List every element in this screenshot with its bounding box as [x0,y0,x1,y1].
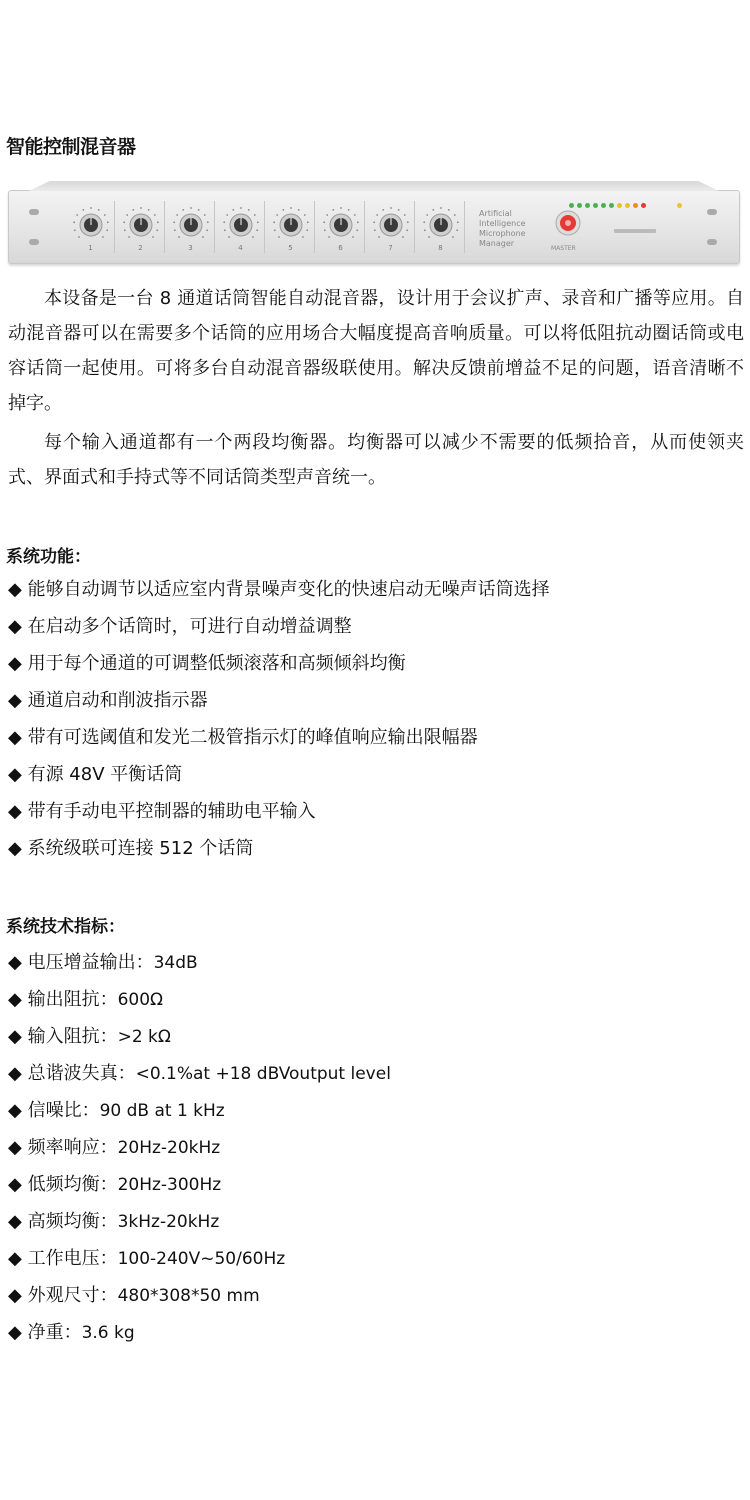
spec-item [8,1097,225,1125]
channel-number: 2 [138,244,143,252]
spec-item [8,1282,260,1310]
channel-strip [417,201,465,253]
channel-number: 4 [238,244,243,252]
spec-value: >2 kΩ [117,1027,171,1047]
device-brand-text [479,209,543,249]
spec-item [8,1208,219,1236]
diamond-icon: ◆ [8,579,22,600]
brand-line: Microphone [479,229,526,238]
led-indicator [617,203,622,208]
diamond-icon: ◆ [8,1026,22,1047]
specs-heading: 系统技术指标： [6,917,125,937]
diamond-icon: ◆ [8,1248,22,1269]
diamond-icon: ◆ [8,1322,22,1343]
diamond-icon: ◆ [8,1211,22,1232]
diamond-icon: ◆ [8,1063,22,1084]
spec-value: 34dB [153,953,198,973]
page-title: 智能控制混音器 [6,136,136,158]
spec-label: 总谐波失真： [27,1063,136,1084]
feature-text: 在启动多个话筒时，可进行自动增益调整 [27,616,352,637]
spec-value: <0.1%at +18 dBVoutput level [135,1064,391,1084]
feature-text: 通道启动和削波指示器 [27,690,208,711]
spec-value: 600Ω [117,990,164,1010]
feature-item [8,613,352,641]
diamond-icon: ◆ [8,764,22,785]
master-knob-icon [554,209,582,237]
spec-label: 输入阻抗： [27,1026,118,1047]
feature-text: 带有手动电平控制器的辅助电平输入 [27,801,316,822]
channel-knob-icon [71,205,111,245]
spec-value: 480*308*50 mm [117,1286,260,1306]
feature-item [8,687,208,715]
device-top-panel [29,181,719,191]
spec-item [8,1319,135,1347]
diamond-icon: ◆ [8,690,22,711]
feature-item [8,761,182,789]
spec-value: 3kHz-20kHz [117,1212,220,1232]
spec-label: 高频均衡： [27,1211,118,1232]
master-label: MASTER [551,245,576,252]
spec-item [8,1171,221,1199]
diamond-icon: ◆ [8,1137,22,1158]
diamond-icon: ◆ [8,989,22,1010]
channel-number: 8 [438,244,443,252]
spec-item [8,1134,220,1162]
spec-item [8,1245,285,1273]
features-heading: 系统功能： [6,547,91,567]
rack-ear-right [693,199,733,255]
spec-label: 信噪比： [27,1100,100,1121]
led-indicator [569,203,574,208]
spec-label: 输出阻抗： [27,989,118,1010]
channel-knob-icon [371,205,411,245]
diamond-icon: ◆ [8,727,22,748]
brand-line: Intelligence [479,219,526,228]
channel-knob-icon [321,205,361,245]
channel-number: 1 [88,244,93,252]
spec-item [8,986,163,1014]
channel-strip [117,201,165,253]
diamond-icon: ◆ [8,653,22,674]
spec-label: 工作电压： [27,1248,118,1269]
channel-knob-icon [271,205,311,245]
led-indicator [593,203,598,208]
spec-label: 频率响应： [27,1137,118,1158]
diamond-icon: ◆ [8,838,22,859]
intro-paragraph-2: 每个输入通道都有一个两段均衡器。均衡器可以减少不需要的低频拾音，从而使领夹式、界面式和手持式等不同话筒类型声音统一。 [8,432,744,488]
channel-knob-icon [221,205,261,245]
channel-knob-icon [171,205,211,245]
channel-number: 7 [388,244,393,252]
feature-item [8,576,550,604]
led-indicator [585,203,590,208]
display-slot [614,229,656,233]
spec-value: 90 dB at 1 kHz [99,1101,225,1121]
feature-item [8,724,478,752]
feature-item [8,835,253,863]
brand-line: Manager [479,239,515,248]
led-indicator [633,203,638,208]
channel-strip [167,201,215,253]
spec-label: 净重： [27,1322,82,1343]
channel-number: 3 [188,244,193,252]
channel-knob-icon [421,205,461,245]
brand-line: Artificial [479,209,512,218]
diamond-icon: ◆ [8,1100,22,1121]
channel-knob-icon [121,205,161,245]
power-led-icon [677,203,682,208]
led-indicator [577,203,582,208]
level-meter-leds [569,203,646,208]
spec-item [8,1060,391,1088]
diamond-icon: ◆ [8,801,22,822]
spec-item [8,1023,171,1051]
feature-text: 能够自动调节以适应室内背景噪声变化的快速启动无噪声话筒选择 [27,579,550,600]
diamond-icon: ◆ [8,952,22,973]
rack-ear-left [15,199,55,255]
channel-strip [67,201,115,253]
channel-strip [367,201,415,253]
feature-item [8,650,406,678]
intro-paragraph-1: 本设备是一台 8 通道话筒智能自动混音器，设计用于会议扩声、录音和广播等应用。自动混音器可以在需要多个话筒的应用场合大幅度提高音响质量。可以将低阻抗动圈话筒或电容话筒一起使用。可将多台自动混音器级联使用。解决反馈前增益不足的问题，语音清晰不掉字。 [8,288,744,414]
feature-text: 有源 48V 平衡话筒 [27,764,183,785]
feature-text: 系统级联可连接 512 个话筒 [27,838,254,859]
spec-value: 100-240V~50/60Hz [117,1249,286,1269]
spec-label: 低频均衡： [27,1174,118,1195]
feature-text: 带有可选阈值和发光二极管指示灯的峰值响应输出限幅器 [27,727,478,748]
spec-item [8,949,198,977]
spec-value: 20Hz-20kHz [117,1138,221,1158]
channel-number: 5 [288,244,293,252]
channel-strip [217,201,265,253]
diamond-icon: ◆ [8,1174,22,1195]
led-indicator [601,203,606,208]
spec-label: 电压增益输出： [27,952,154,973]
spec-value: 20Hz-300Hz [117,1175,222,1195]
spec-value: 3.6 kg [81,1323,135,1343]
channel-strip [267,201,315,253]
channel-strip [317,201,365,253]
led-indicator [641,203,646,208]
feature-text: 用于每个通道的可调整低频滚落和高频倾斜均衡 [27,653,406,674]
spec-label: 外观尺寸： [27,1285,118,1306]
feature-item [8,798,316,826]
diamond-icon: ◆ [8,1285,22,1306]
diamond-icon: ◆ [8,616,22,637]
led-indicator [625,203,630,208]
led-indicator [609,203,614,208]
channel-number: 6 [338,244,343,252]
mixer-device-image [8,190,740,264]
